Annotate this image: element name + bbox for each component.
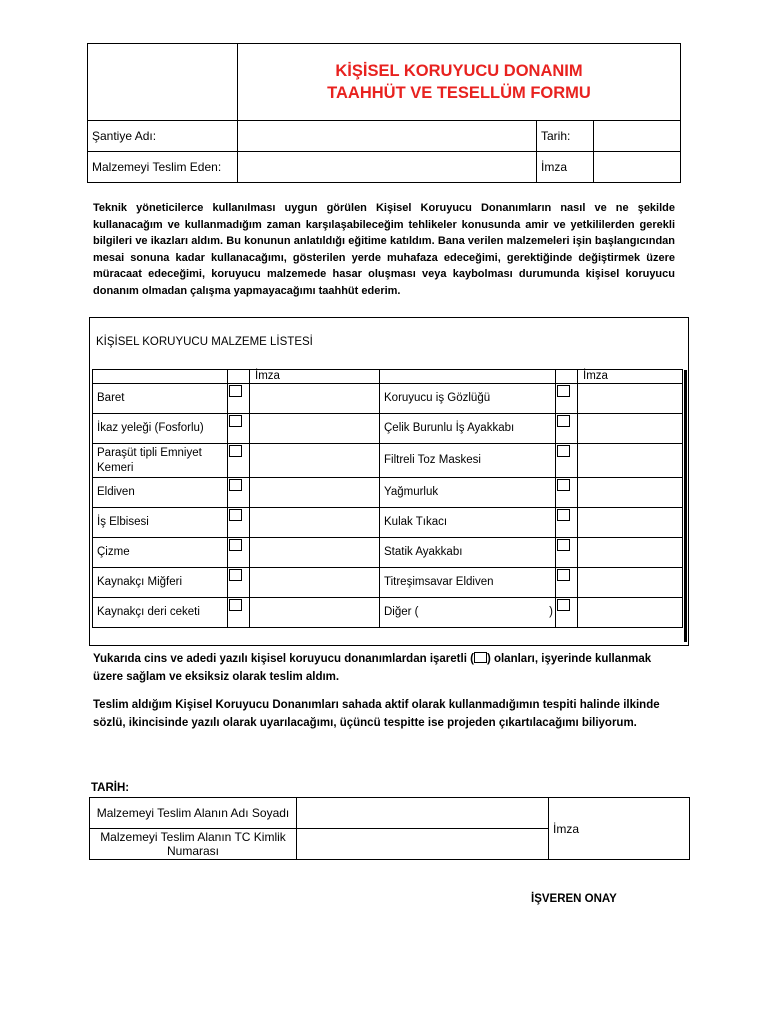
- equipment-list-border: [684, 370, 687, 642]
- equipment-list-title: KİŞİSEL KORUYUCU MALZEME LİSTESİ: [96, 336, 313, 348]
- signature-field[interactable]: [250, 508, 380, 538]
- receiver-table: [89, 797, 690, 860]
- checkbox[interactable]: [556, 414, 578, 444]
- checkbox-icon: [474, 652, 487, 663]
- date-label: Tarih:: [537, 121, 594, 152]
- equipment-table: [92, 369, 683, 628]
- list-item: Çizme: [93, 538, 228, 568]
- signature-field[interactable]: [578, 478, 683, 508]
- checkbox[interactable]: [556, 568, 578, 598]
- list-item: Eldiven: [93, 478, 228, 508]
- list-item: Baret: [93, 384, 228, 414]
- table-row: [93, 598, 683, 628]
- date-label-bottom: TARİH:: [91, 782, 130, 794]
- checkbox[interactable]: [556, 538, 578, 568]
- checkbox[interactable]: [228, 444, 250, 478]
- table-row: [93, 384, 683, 414]
- signature-field[interactable]: [578, 414, 683, 444]
- deliverer-field[interactable]: [238, 152, 537, 183]
- checkbox[interactable]: [556, 598, 578, 628]
- site-name-field[interactable]: [238, 121, 537, 152]
- title-line-2: TAAHHÜT VE TESELLÜM FORMU: [327, 84, 591, 102]
- signature-field[interactable]: [578, 598, 683, 628]
- employer-approval: İŞVEREN ONAY: [531, 893, 617, 905]
- checkbox[interactable]: [556, 444, 578, 478]
- signature-field[interactable]: [578, 508, 683, 538]
- receiver-signature-label: İmza: [549, 798, 690, 860]
- list-item: Statik Ayakkabı: [380, 538, 556, 568]
- list-item: Kaynakçı deri ceketi: [93, 598, 228, 628]
- date-field[interactable]: [594, 121, 681, 152]
- list-item: Kulak Tıkacı: [380, 508, 556, 538]
- right-signature-header: İmza: [578, 370, 683, 384]
- receiver-tc-field[interactable]: [297, 829, 549, 860]
- list-item: İş Elbisesi: [93, 508, 228, 538]
- checkbox[interactable]: [228, 414, 250, 444]
- header-signature-field[interactable]: [594, 152, 681, 183]
- deliverer-label: Malzemeyi Teslim Eden:: [88, 152, 238, 183]
- checkbox[interactable]: [228, 538, 250, 568]
- checkbox[interactable]: [228, 508, 250, 538]
- signature-field[interactable]: [578, 568, 683, 598]
- signature-field[interactable]: [250, 538, 380, 568]
- signature-field[interactable]: [578, 444, 683, 478]
- delivery-text-part2: ) olanları, işyerinde kullanmak üzere sağlam ve eksiksiz olarak teslim aldım.: [93, 653, 652, 683]
- receiver-name-field[interactable]: [297, 798, 549, 829]
- form-title: [238, 44, 681, 121]
- other-close-paren: ): [549, 606, 553, 618]
- table-row: [93, 538, 683, 568]
- signature-field[interactable]: [250, 384, 380, 414]
- table-row: [93, 508, 683, 538]
- logo-cell: [88, 44, 238, 121]
- left-check-header: [228, 370, 250, 384]
- checkbox[interactable]: [228, 478, 250, 508]
- header-table: [87, 43, 681, 183]
- signature-field[interactable]: [578, 538, 683, 568]
- signature-field[interactable]: [250, 414, 380, 444]
- signature-field[interactable]: [250, 568, 380, 598]
- checkbox[interactable]: [228, 598, 250, 628]
- list-item: Koruyucu iş Gözlüğü: [380, 384, 556, 414]
- checkbox[interactable]: [228, 568, 250, 598]
- header-signature-label: İmza: [537, 152, 594, 183]
- other-item[interactable]: [380, 598, 556, 628]
- title-line-1: KİŞİSEL KORUYUCU DONANIM: [335, 62, 583, 80]
- list-item: Çelik Burunlu İş Ayakkabı: [380, 414, 556, 444]
- checkbox[interactable]: [556, 508, 578, 538]
- list-item: Kaynakçı Miğferi: [93, 568, 228, 598]
- warning-text: Teslim aldığım Kişisel Koruyucu Donanımları sahada aktif olarak kullanmadığımın tespiti halinde ilkinde sözlü, ikincisinde yazılı olarak uyarılacağımı, üçüncü tespitte ise projeden çıkartılacağımı biliyorum.: [93, 699, 660, 729]
- left-item-header: [93, 370, 228, 384]
- checkbox[interactable]: [556, 478, 578, 508]
- left-signature-header: İmza: [250, 370, 380, 384]
- signature-field[interactable]: [250, 598, 380, 628]
- commitment-text: Teknik yöneticilerce kullanılması uygun görülen Kişisel Koruyucu Donanımların nasıl ve ne şekilde kullanacağım ve kullanmadığım zaman karşılaşabileceğim tehlikeler konusunda amir ve yetkililerden gerekli bilgileri ve ikazları aldım. Bu konunun anlatıldığı eğitime katıldım. Bana verilen malzemeleri işin başlangıcından mesai sonuna kadar kullanacağımı, gösterilen yerde muhafaza edeceğimi, gerektiğinde değiştirmek üzere müracaat edeceğimi, koruyucu malzemede hasar oluşması veya kaybolması durumunda kişisel koruyucu donanım olmadan çalışma yapmayacağımı taahhüt ederim.: [93, 202, 675, 297]
- other-label: Diğer (: [384, 606, 419, 618]
- checkbox[interactable]: [556, 384, 578, 414]
- list-item: İkaz yeleği (Fosforlu): [93, 414, 228, 444]
- table-row: [93, 568, 683, 598]
- delivery-text-part1: Yukarıda cins ve adedi yazılı kişisel koruyucu donanımlardan işaretli (: [93, 653, 474, 665]
- list-item: Yağmurluk: [380, 478, 556, 508]
- receiver-name-label: Malzemeyi Teslim Alanın Adı Soyadı: [90, 798, 297, 829]
- signature-field[interactable]: [250, 444, 380, 478]
- receiver-tc-label: Malzemeyi Teslim Alanın TC Kimlik Numarası: [90, 829, 297, 860]
- signature-field[interactable]: [250, 478, 380, 508]
- table-row: [93, 478, 683, 508]
- right-item-header: [380, 370, 556, 384]
- table-row: [93, 444, 683, 478]
- right-check-header: [556, 370, 578, 384]
- list-item: Filtreli Toz Maskesi: [380, 444, 556, 478]
- list-item: Titreşimsavar Eldiven: [380, 568, 556, 598]
- site-name-label: Şantiye Adı:: [88, 121, 238, 152]
- checkbox[interactable]: [228, 384, 250, 414]
- delivery-statement: [93, 650, 675, 686]
- signature-field[interactable]: [578, 384, 683, 414]
- table-row: [93, 414, 683, 444]
- list-item: Paraşüt tipli Emniyet Kemeri: [93, 444, 228, 478]
